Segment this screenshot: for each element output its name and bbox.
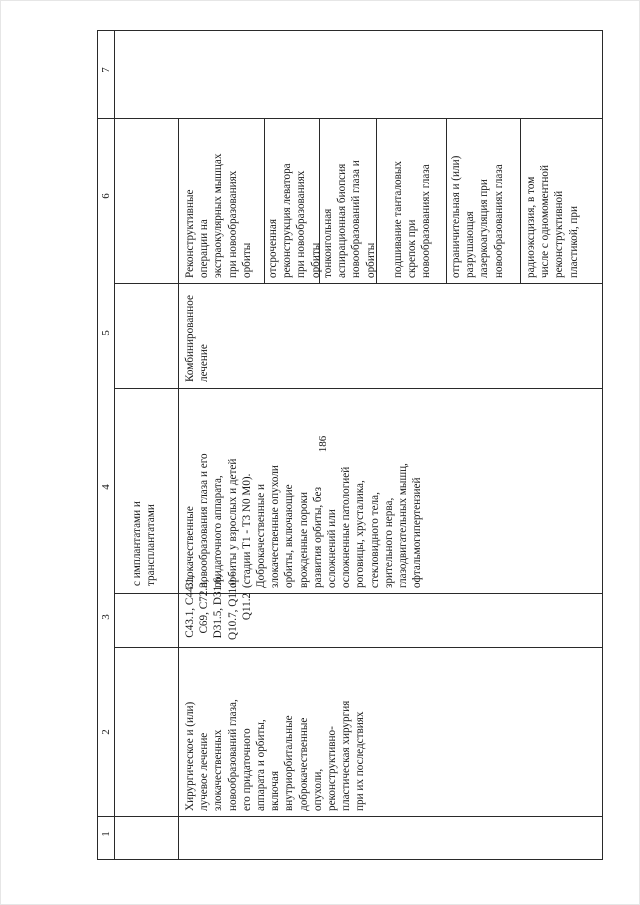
column-header-1: 1: [100, 831, 112, 837]
table-rule: [114, 647, 603, 648]
table-rule: [264, 118, 265, 283]
table-rule: [97, 118, 603, 119]
table-rule: [114, 30, 115, 860]
cell-treatment-type: Комбинированное лечение: [184, 295, 211, 382]
table-rule: [114, 283, 603, 284]
method-item: радиоэксцизия, в том числе с одномоментной реконструктивной пластикой, при: [525, 165, 580, 278]
column-header-3: 3: [100, 614, 112, 620]
table-rule: [114, 388, 603, 389]
column-header-4: 4: [100, 484, 112, 490]
cell-diagnosis: Злокачественные новообразования глаза и его придаточного аппарата, орбиты у взрослых и детей (стадии T1 - T3 N0 M0). Доброкачественные и злокачественные опухоли орбиты, включающие врожденные пороки развития орбиты, без осложнений или осложненные патологией роговицы, хрусталика, стекловидного тела, зрительного нерва, глазодвигательных мышц, офтальмогипертензией: [184, 453, 424, 588]
method-item: отсроченная реконструкция леватора при новообразованиях орбиты: [267, 163, 322, 278]
continuation-cell-text: с имплантатами и трансплантатами: [131, 501, 158, 586]
column-header-7: 7: [100, 67, 112, 73]
column-header-6: 6: [100, 193, 112, 199]
column-header-2: 2: [100, 729, 112, 735]
table-rule: [520, 118, 521, 283]
method-item: подшивание танталовых скрепок при новообразованиях глаза: [392, 160, 433, 278]
method-item: тонкоигольная аспирационная биопсия новообразований глаза и орбиты: [322, 160, 377, 278]
table-rule: [178, 118, 179, 860]
table-rule: [446, 118, 447, 283]
cell-icd-codes: C43.1, C44.1, C69, C72.3, D31.5, D31.6, Q10.7, Q11.0 - Q11.2: [184, 572, 253, 640]
page-number: 186: [317, 435, 329, 453]
table-rule: [97, 816, 603, 817]
method-item: Реконструктивные операции на экстраокулярных мышцах при новообразованиях орбиты: [184, 153, 253, 278]
method-item: отграничительная и (или) разрушающая лазеркоагуляция при новообразованиях глаза: [450, 155, 505, 278]
column-header-5: 5: [100, 330, 112, 336]
cell-procedure-group: Хирургическое и (или) лучевое лечение злокачественных новообразований глаза, его придаточного аппарата и орбиты, включая внутриорбитальные доброкачественные опухоли, реконструктивно- пластическая хирургия при их последствиях: [184, 699, 367, 811]
